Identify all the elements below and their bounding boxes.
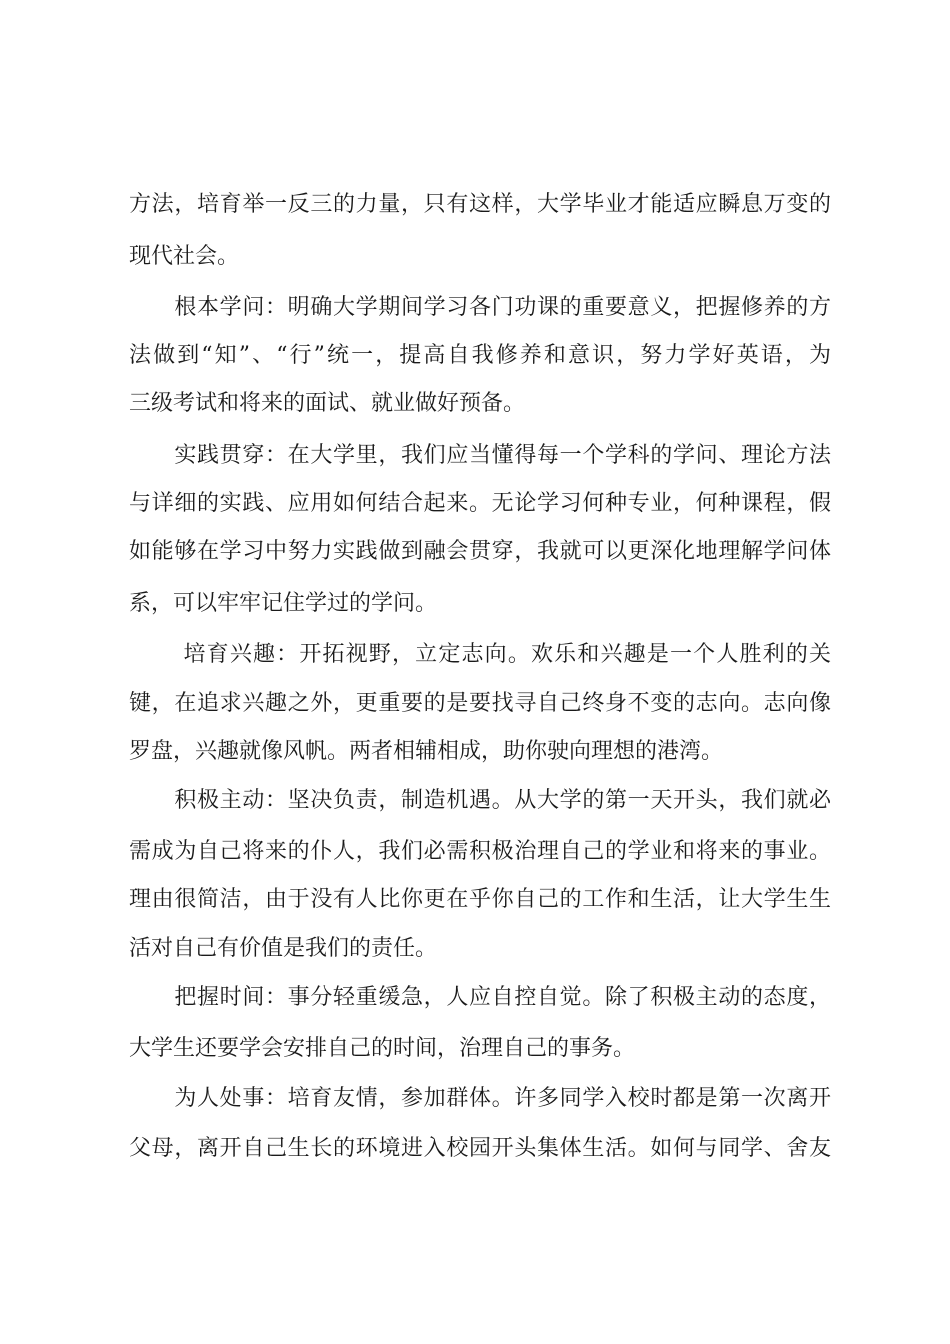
text-line: 把握时间：事分轻重缓急，人应自控自觉。除了积极主动的态度， bbox=[129, 985, 831, 1010]
text-line: 积极主动：坚决负责，制造机遇。从大学的第一天开头，我们就必 bbox=[129, 788, 831, 813]
text-line: 父母，离开自己生长的环境进入校园开头集体生活。如何与同学、舍友 bbox=[129, 1136, 831, 1161]
text-line: 培育兴趣：开拓视野，立定志向。欢乐和兴趣是一个人胜利的关 bbox=[129, 642, 831, 667]
text-line: 方法，培育举一反三的力量，只有这样，大学毕业才能适应瞬息万变的 bbox=[129, 192, 831, 217]
text-line: 为人处事：培育友情，参加群体。许多同学入校时都是第一次离开 bbox=[129, 1086, 831, 1111]
text-line: 三级考试和将来的面试、就业做好预备。 bbox=[129, 391, 526, 416]
text-line: 如能够在学习中努力实践做到融会贯穿，我就可以更深化地理解学问体 bbox=[129, 539, 831, 564]
text-line: 罗盘，兴趣就像风帆。两者相辅相成，助你驶向理想的港湾。 bbox=[129, 739, 724, 764]
text-line: 系，可以牢牢记住学过的学问。 bbox=[129, 591, 438, 616]
text-line: 大学生还要学会安排自己的时间，治理自己的事务。 bbox=[129, 1036, 636, 1061]
text-line: 需成为自己将来的仆人，我们必需积极治理自己的学业和将来的事业。 bbox=[129, 839, 831, 864]
text-line: 现代社会。 bbox=[129, 244, 240, 269]
text-line: 键，在追求兴趣之外，更重要的是要找寻自己终身不变的志向。志向像 bbox=[129, 691, 831, 716]
text-line: 理由很简洁，由于没有人比你更在乎你自己的工作和生活，让大学生生 bbox=[129, 887, 831, 912]
text-line: 与详细的实践、应用如何结合起来。无论学习何种专业，何种课程，假 bbox=[129, 491, 831, 516]
text-line: 根本学问：明确大学期间学习各门功课的重要意义，把握修养的方 bbox=[129, 295, 831, 320]
text-line: 法做到“知”、“行”统一，提高自我修养和意识，努力学好英语，为 bbox=[129, 343, 831, 368]
text-line: 活对自己有价值是我们的责任。 bbox=[129, 936, 438, 961]
text-line: 实践贯穿：在大学里，我们应当懂得每一个学科的学问、理论方法 bbox=[129, 443, 831, 468]
